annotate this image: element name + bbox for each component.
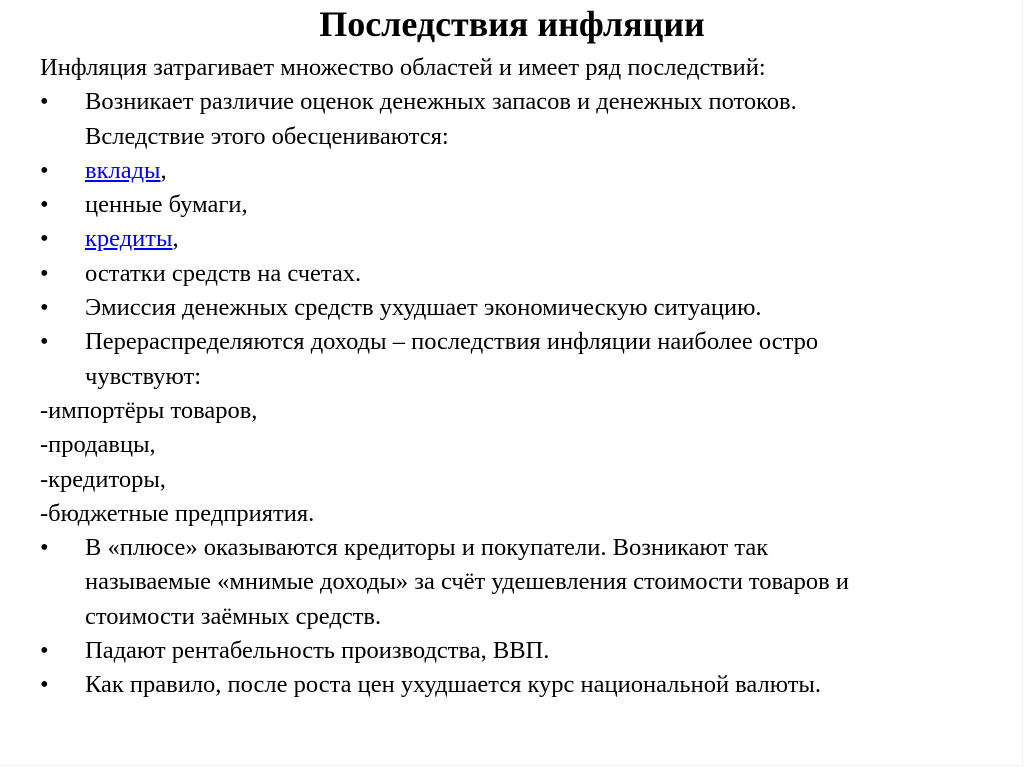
bullet-item-deposits: [40, 154, 1000, 188]
bullet-continuation: называемые «мнимые доходы» за счёт удешевления стоимости товаров и: [85, 568, 849, 596]
bullet-text: ценные бумаги,: [85, 191, 248, 219]
bullet-text: Как правило, после роста цен ухудшается курс национальной валюты.: [85, 671, 822, 699]
bullet-item-profitability: [40, 634, 1000, 668]
bullet-icon: •: [40, 191, 49, 219]
bullet-suffix: ,: [160, 156, 167, 184]
bullet-item-money-emission: [40, 291, 1000, 325]
deposits-link[interactable]: вклады: [85, 156, 161, 184]
bullet-text: остатки средств на счетах.: [85, 259, 362, 287]
bullet-item-winners: [40, 531, 1000, 565]
bullet-item-exchange-rate: [40, 668, 1000, 702]
bullet-suffix: ,: [172, 225, 179, 253]
bullet-text: Возникает различие оценок денежных запасов и денежных потоков.: [85, 88, 797, 116]
bullet-icon: •: [40, 88, 49, 116]
bullet-icon: •: [40, 671, 49, 699]
bullet-item-securities: [40, 188, 1000, 222]
bullet-icon: •: [40, 328, 49, 356]
bullet-item-credits: [40, 222, 1000, 256]
bullet-icon: •: [40, 156, 49, 184]
dash-item-importers: -импортёры товаров,: [40, 396, 258, 424]
bullet-icon: •: [40, 294, 49, 322]
bullet-continuation: чувствуют:: [85, 362, 202, 390]
slide-title: Последствия инфляции: [319, 4, 705, 44]
bullet-text: Падают рентабельность производства, ВВП.: [85, 637, 550, 665]
intro-text: Инфляция затрагивает множество областей и имеет ряд последствий:: [40, 54, 766, 81]
bullet-icon: •: [40, 259, 49, 287]
bullet-icon: •: [40, 534, 49, 562]
bullet-icon: •: [40, 637, 49, 665]
slide-body: [40, 51, 1000, 703]
bullet-item-valuation-differences: [40, 85, 1000, 119]
dash-item-budget-enterprises: -бюджетные предприятия.: [40, 499, 315, 527]
bullet-continuation: Вследствие этого обесцениваются:: [85, 122, 449, 150]
dash-item-creditors: -кредиторы,: [40, 465, 166, 493]
bullet-text: В «плюсе» оказываются кредиторы и покупатели. Возникают так: [85, 534, 769, 562]
bullet-item-account-balances: [40, 257, 1000, 291]
bullet-text: Эмиссия денежных средств ухудшает экономическую ситуацию.: [85, 294, 762, 322]
bullet-continuation: стоимости заёмных средств.: [85, 602, 382, 630]
bullet-text: Перераспределяются доходы – последствия инфляции наиболее остро: [85, 328, 819, 356]
bullet-item-income-redistribution: [40, 325, 1000, 359]
credits-link[interactable]: кредиты: [85, 225, 173, 253]
dash-item-sellers: -продавцы,: [40, 431, 156, 459]
bullet-icon: •: [40, 225, 49, 253]
